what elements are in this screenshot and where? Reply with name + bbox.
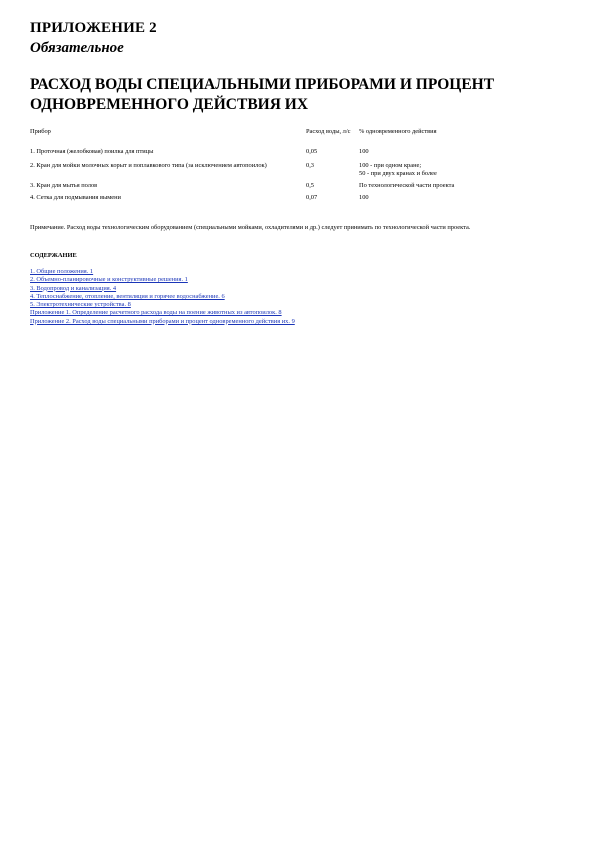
toc-link-heating[interactable]: 4. Теплоснабжение, отопление, вентиляция и горячее водоснабжение. 6	[30, 292, 225, 300]
cell-device: 1. Проточная (желобковая) поилка для птицы	[30, 148, 154, 155]
toc-link-electrical[interactable]: 5. Электротехнические устройства. 8	[30, 301, 131, 309]
cell-device: 2. Кран для мойки молочных корыт и поплавкового типа (за исключением автопоилок)	[30, 162, 267, 169]
cell-flow: 0,07	[306, 194, 318, 201]
toc-item	[30, 301, 295, 309]
cell-percent	[359, 194, 529, 204]
cell-flow: 0,05	[306, 148, 318, 155]
toc-item	[30, 309, 295, 317]
toc-link-appendix-2[interactable]: Приложение 2. Расход воды специальными приборами и процент одновременного действия их. 9	[30, 317, 295, 325]
toc-item	[30, 293, 295, 301]
toc-link-water-supply[interactable]: 3. Водопровод и канализация. 4	[30, 284, 117, 292]
cell-device: 3. Кран для мытья полов	[30, 182, 98, 189]
column-header-flow: Расход воды, л/с	[306, 128, 351, 135]
cell-percent	[359, 148, 529, 162]
toc-link-planning[interactable]: 2. Объемно-планировочные и конструктивные решения. 1	[30, 276, 188, 284]
percent-line: 100	[359, 194, 369, 201]
percent-line: 100 - при одном кране;	[359, 162, 422, 169]
cell-flow: 0,3	[306, 162, 314, 169]
percent-line: По технологической части проекта	[359, 182, 455, 189]
toc-link-general[interactable]: 1. Общие положения. 1	[30, 268, 94, 275]
table-of-contents	[30, 268, 295, 326]
cell-device: 4. Сетка для подмывания вымени	[30, 194, 121, 201]
column-header-percent: % одновременного действия	[359, 128, 437, 135]
table-header-row	[30, 128, 529, 148]
water-consumption-table	[30, 128, 529, 204]
toc-item	[30, 276, 295, 284]
cell-flow: 0,5	[306, 182, 314, 189]
table-row	[30, 194, 529, 204]
cell-percent	[359, 162, 529, 182]
table-row	[30, 182, 529, 194]
table-row	[30, 148, 529, 162]
toc-heading: СОДЕРЖАНИЕ	[30, 252, 77, 259]
appendix-status: Обязательное	[30, 40, 124, 56]
table-note: Примечание. Расход воды технологическим оборудованием (специальными мойками, охладителями и др.) следует принимать по технологической части проекта.	[30, 224, 471, 231]
toc-item	[30, 318, 295, 326]
appendix-heading: ПРИЛОЖЕНИЕ 2	[30, 20, 157, 36]
toc-item	[30, 285, 295, 293]
percent-line: 100	[359, 148, 369, 155]
page-title: РАСХОД ВОДЫ СПЕЦИАЛЬНЫМИ ПРИБОРАМИ И ПРОЦЕНТ ОДНОВРЕМЕННОГО ДЕЙСТВИЯ ИХ	[30, 76, 495, 113]
cell-percent	[359, 182, 529, 194]
toc-link-appendix-1[interactable]: Приложение 1. Определение расчетного расхода воды на поение животных из автопоилок. 8	[30, 309, 282, 317]
percent-line: 50 - при двух кранах и более	[359, 170, 437, 177]
toc-item	[30, 268, 295, 276]
table-row	[30, 162, 529, 182]
column-header-device: Прибор	[30, 128, 51, 135]
